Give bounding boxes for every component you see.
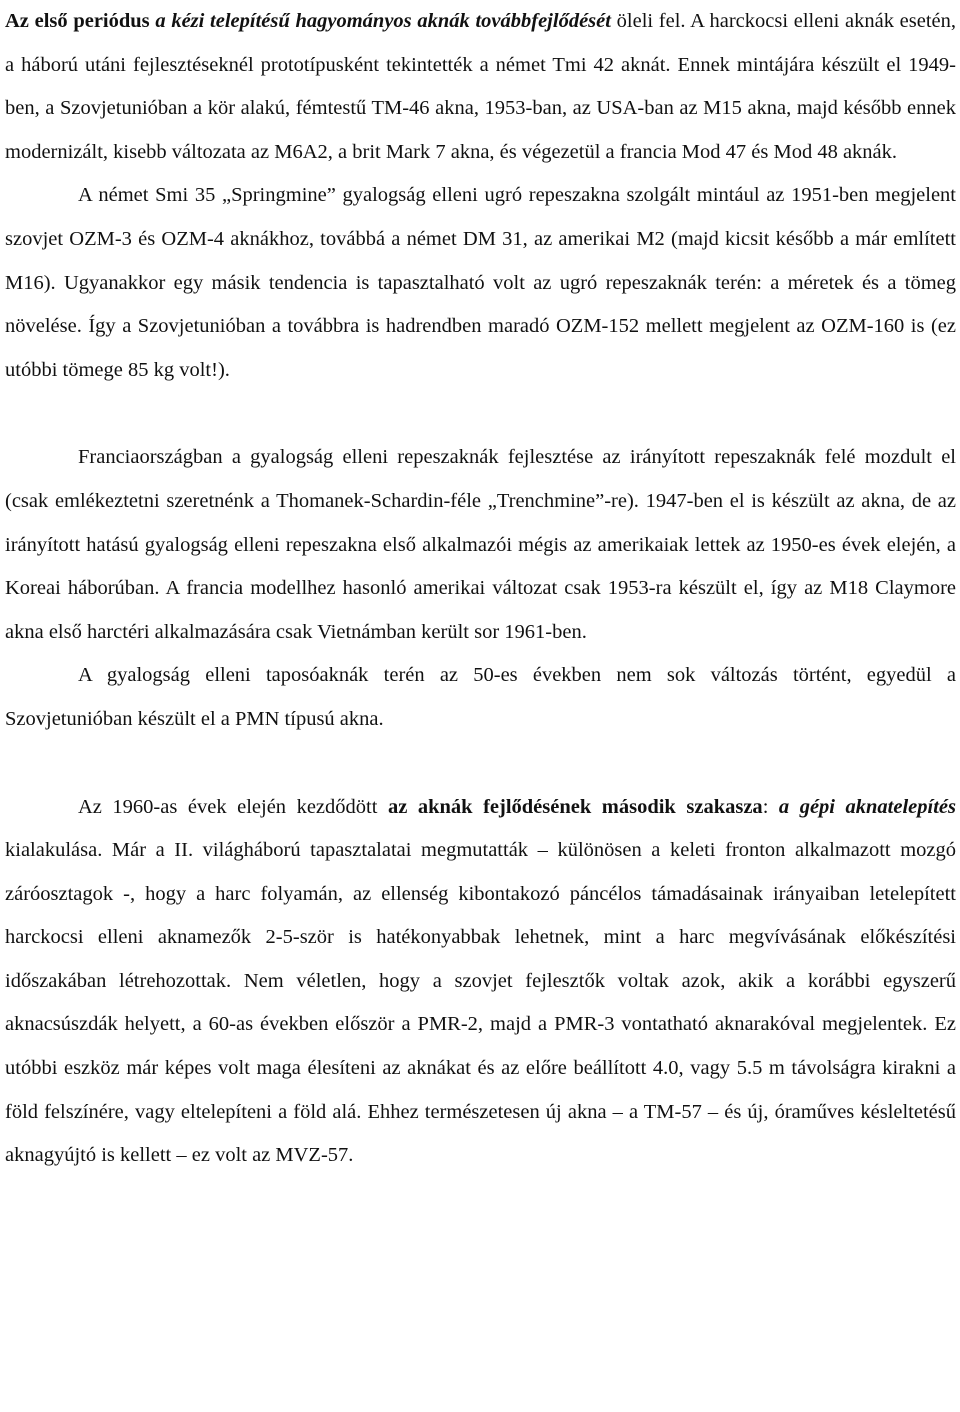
- text-run: Franciaországban a gyalogság elleni repeszaknák fejlesztése az irányított repeszaknák felé mozdult el (csak emlékeztetni szeretnénk a Thomanek-Schardin-féle „Trenchmine”-re). 1947-ben el is készült az akna, de az irányított hatású gyalogság elleni repeszakna első alkalmazói mégis az amerikaiak lettek az 1950-es évek elején, a Koreai háborúban. A francia modellhez hasonló amerikai változat csak 1953-ra készült el, így az M18 Claymore akna első harctéri alkalmazására csak Vietnámban került sor 1961-ben.: [5, 446, 956, 643]
- paragraph-pmn: [5, 654, 956, 741]
- text-run: :: [762, 795, 779, 818]
- text-run: a gépi aknatelepítés: [778, 795, 956, 818]
- text-run: A gyalogság elleni taposóaknák terén az 50-es években nem sok változás történt, egyedül a Szovjetunióban készült el a PMN típusú akna.: [5, 664, 956, 730]
- text-run: Az 1960-as évek elején kezdődött: [78, 795, 388, 818]
- text-run: Az első periódus: [5, 10, 156, 32]
- text-run: kialakulása. Már a II. világháború tapasztalatai megmutatták – különösen a keleti fronton alkalmazott mozgó záróosztagok -, hogy a harc folyamán, az ellenség kibontakozó páncélos támadásainak irányaiban letelepített harckocsi elleni aknamezők 2-5-ször is hatékonyabbak lehetnek, mint a harc megvívásának előkészítési időszakában létrehozottak. Nem véletlen, hogy a szovjet fejlesztők voltak azok, akik a korábbi egyszerű aknacsúszdák helyett, a 60-as években először a PMR-2, majd a PMR-3 vontatható aknarakóval megjelentek. Ez utóbbi eszköz már képes volt maga élesíteni az aknákat és az előre beállított 4.0, vagy 5.5 m távolságra kirakni a föld felszínére, vagy eltelepíteni a föld alá. Ehhez természetesen új akna – a TM-57 – és új, óraműves késleltetésű aknagyújtó is kellett – ez volt az MVZ-57.: [5, 839, 956, 1167]
- paragraph-spacer: [5, 392, 956, 436]
- document-page: [5, 0, 956, 1178]
- paragraph-springmine: [5, 174, 956, 392]
- paragraph-second-period: [5, 786, 956, 1178]
- text-run: A német Smi 35 „Springmine” gyalogság elleni ugró repeszakna szolgált mintául az 1951-ben megjelent szovjet OZM-3 és OZM-4 aknákhoz, továbbá a német DM 31, az amerikai M2 (majd kicsit később a már említett M16). Ugyanakkor egy másik tendencia is tapasztalható volt az ugró repeszaknák terén: a méretek és a tömeg növelése. Így a Szovjetunióban a továbbra is hadrendben maradó OZM-152 mellett megjelent az OZM-160 is (ez utóbbi tömege 85 kg volt!).: [5, 184, 956, 381]
- text-run: öleli fel. A harckocsi elleni aknák esetén, a háború utáni fejlesztéseknél prototípusként tekintették a német Tmi 42 aknát. Ennek mintájára készült el 1949-ben, a Szovjetunióban a kör alakú, fémtestű TM-46 akna, 1953-ban, az USA-ban az M15 akna, majd később ennek modernizált, kisebb változata az M6A2, a brit Mark 7 akna, és végezetül a francia Mod 47 és Mod 48 aknák.: [5, 10, 956, 163]
- text-run: a kézi telepítésű hagyományos aknák továbbfejlődését: [155, 10, 611, 32]
- paragraph-spacer: [5, 742, 956, 786]
- text-run: az aknák fejlődésének második szakasza: [387, 795, 763, 818]
- paragraph-first-period: [5, 0, 956, 174]
- paragraph-france: [5, 436, 956, 654]
